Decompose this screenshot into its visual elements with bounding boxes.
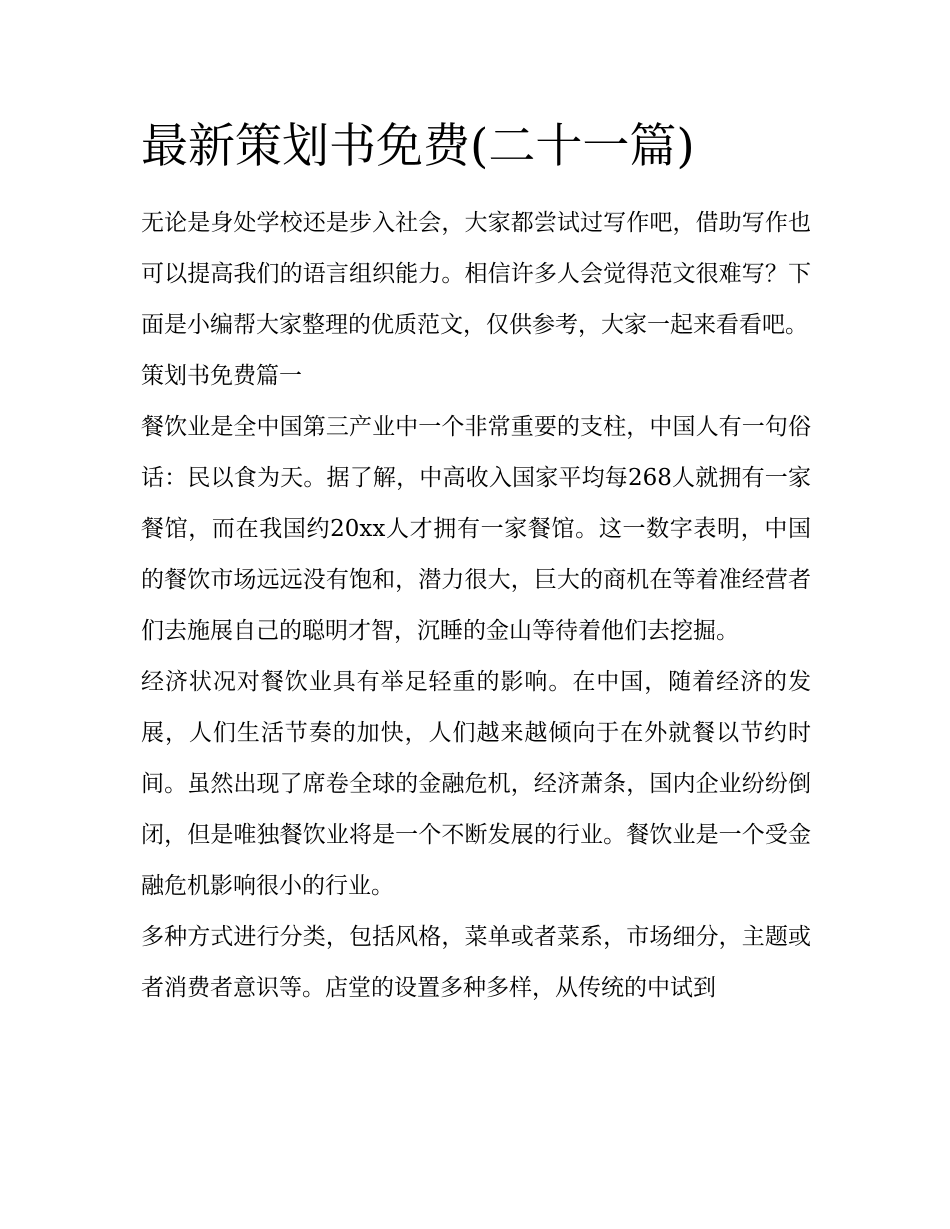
intro-paragraph: 无论是身处学校还是步入社会，大家都尝试过写作吧，借助写作也可以提高我们的语言组织能力。相信许多人会觉得范文很难写？下面是小编帮大家整理的优质范文，仅供参考，大家一起来看看吧。 [141, 210, 811, 338]
body-paragraph-3: 多种方式进行分类，包括风格，菜单或者菜系，市场细分，主题或者消费者意识等。店堂的设置多种多样，从传统的中试到 [141, 924, 811, 1001]
document-title: 最新策划书免费(二十一篇) [141, 119, 695, 174]
section-heading: 策划书免费篇一 [141, 363, 302, 389]
body-paragraph-2: 经济状况对餐饮业具有举足轻重的影响。在中国，随着经济的发展，人们生活节奏的加快，人们越来越倾向于在外就餐以节约时间。虽然出现了席卷全球的金融危机，经济萧条，国内企业纷纷倒闭，但是唯独餐饮业将是一个不断发展的行业。餐饮业是一个受金融危机影响很小的行业。 [141, 669, 811, 899]
body-paragraph-1: 餐饮业是全中国第三产业中一个非常重要的支柱，中国人有一句俗话：民以食为天。据了解，中高收入国家平均每268人就拥有一家餐馆，而在我国约20xx人才拥有一家餐馆。这一数字表明，中国的餐饮市场远远没有饱和，潜力很大，巨大的商机在等着准经营者们去施展自己的聪明才智，沉睡的金山等待着他们去挖掘。 [141, 414, 811, 644]
document-body [141, 198, 811, 1014]
